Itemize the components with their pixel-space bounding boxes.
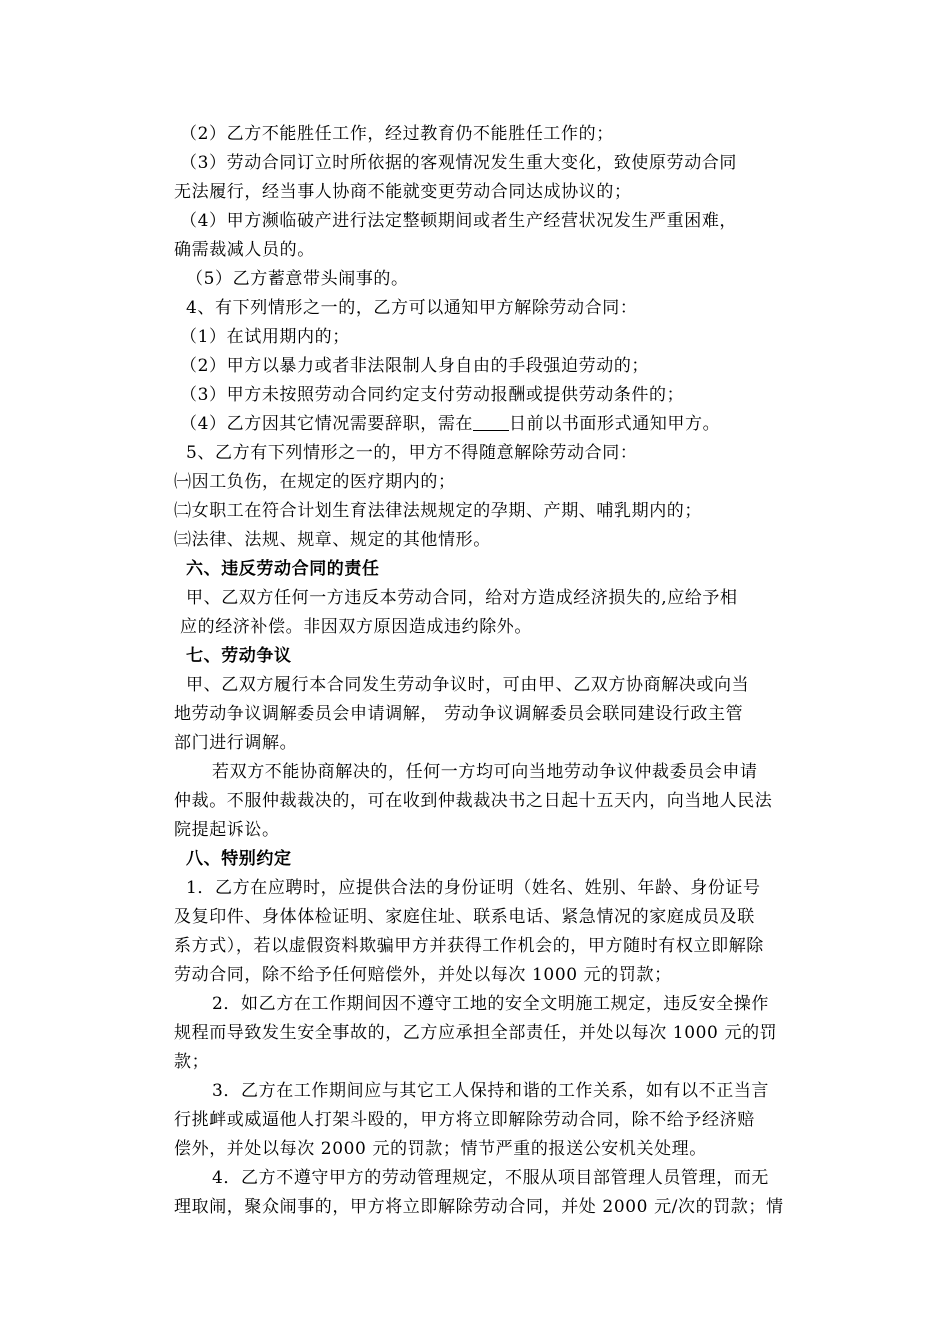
- clause-item-3-5: （5）乙方蓄意带头闹事的。: [186, 269, 409, 289]
- special-term-1: 1．乙方在应聘时，应提供合法的身份证明（姓名、姓别、年龄、身份证号: [186, 878, 761, 898]
- section-6-text-cont: 应的经济补偿。非因双方原因造成违约除外。: [180, 617, 532, 637]
- special-term-1-cont-a: 及复印件、身体体检证明、家庭住址、联系电话、紧急情况的家庭成员及联: [174, 907, 755, 927]
- clause-item-5-2: ㈡女职工在符合计划生育法律法规规定的孕期、产期、哺乳期内的；: [174, 501, 702, 521]
- special-term-3-cont-b: 偿外，并处以每次 2000 元的罚款；情节严重的报送公安机关处理。: [174, 1139, 707, 1159]
- clause-item-3-3: （3）劳动合同订立时所依据的客观情况发生重大变化，致使原劳动合同: [180, 153, 738, 173]
- section-7-para-2-cont: 仲裁。不服仲裁裁决的，可在收到仲裁裁决书之日起十五天内，向当地人民法: [174, 791, 773, 811]
- notice-days-blank: [473, 414, 509, 431]
- clause-item-4-4: [180, 412, 720, 436]
- special-term-4-cont: 理取闹，聚众闹事的，甲方将立即解除劳动合同，并处 2000 元/次的罚款；情: [174, 1197, 784, 1217]
- clause-item-4-3: （3）甲方未按照劳动合同约定支付劳动报酬或提供劳动条件的；: [180, 385, 685, 405]
- clause-5: 5、乙方有下列情形之一的，甲方不得随意解除劳动合同：: [186, 443, 638, 463]
- clause-item-5-1: ㈠因工负伤，在规定的医疗期内的；: [174, 472, 456, 492]
- clause-item-3-2: （2）乙方不能胜任工作，经过教育仍不能胜任工作的；: [180, 124, 614, 144]
- clause-item-5-3: ㈢法律、法规、规章、规定的其他情形。: [174, 530, 491, 550]
- special-term-2: 2．如乙方在工作期间因不遵守工地的安全文明施工规定，违反安全操作: [212, 994, 770, 1014]
- section-7-para-1-cont: 地劳动争议调解委员会申请调解， 劳动争议调解委员会联同建设行政主管: [174, 704, 744, 724]
- clause-item-4-1: （1）在试用期内的；: [180, 327, 350, 347]
- section-7-para-2-end: 院提起诉讼。: [174, 820, 280, 840]
- special-term-2-cont-b: 款；: [174, 1052, 210, 1072]
- clause-item-3-4-cont: 确需裁减人员的。: [174, 240, 315, 260]
- clause-item-4-2: （2）甲方以暴力或者非法限制人身自由的手段强迫劳动的；: [180, 356, 650, 376]
- section-6-text: 甲、乙双方任何一方违反本劳动合同，给对方造成经济损失的,应给予相: [186, 588, 738, 608]
- clause-4: 4、有下列情形之一的，乙方可以通知甲方解除劳动合同：: [186, 298, 638, 318]
- section-heading-8: 八、特别约定: [186, 849, 292, 869]
- clause-item-4-4-after: 日前以书面形式通知甲方。: [509, 414, 721, 434]
- section-heading-7: 七、劳动争议: [186, 646, 292, 666]
- section-heading-6: 六、违反劳动合同的责任: [186, 559, 380, 579]
- section-7-para-1-end: 部门进行调解。: [174, 733, 298, 753]
- special-term-3-cont-a: 行挑衅或威逼他人打架斗殴的，甲方将立即解除劳动合同，除不给予经济赔: [174, 1110, 755, 1130]
- clause-item-4-4-before: （4）乙方因其它情况需要辞职，需在: [180, 414, 474, 434]
- special-term-1-cont-b: 系方式），若以虚假资料欺骗甲方并获得工作机会的，甲方随时有权立即解除: [174, 936, 764, 956]
- special-term-3: 3．乙方在工作期间应与其它工人保持和谐的工作关系，如有以不正当言: [212, 1081, 770, 1101]
- section-7-para-1: 甲、乙双方履行本合同发生劳动争议时，可由甲、乙双方协商解决或向当: [186, 675, 750, 695]
- clause-item-3-4: （4）甲方濒临破产进行法定整顿期间或者生产经营状况发生严重困难，: [180, 211, 738, 231]
- section-7-para-2: 若双方不能协商解决的，任何一方均可向当地劳动争议仲裁委员会申请: [212, 762, 758, 782]
- special-term-1-cont-c: 劳动合同，除不给予任何赔偿外，并处以每次 1000 元的罚款；: [174, 965, 672, 985]
- special-term-2-cont-a: 规程而导致发生安全事故的，乙方应承担全部责任，并处以每次 1000 元的罚: [174, 1023, 778, 1043]
- special-term-4: 4．乙方不遵守甲方的劳动管理规定，不服从项目部管理人员管理，而无: [212, 1168, 770, 1188]
- clause-item-3-3-cont: 无法履行，经当事人协商不能就变更劳动合同达成协议的；: [174, 182, 632, 202]
